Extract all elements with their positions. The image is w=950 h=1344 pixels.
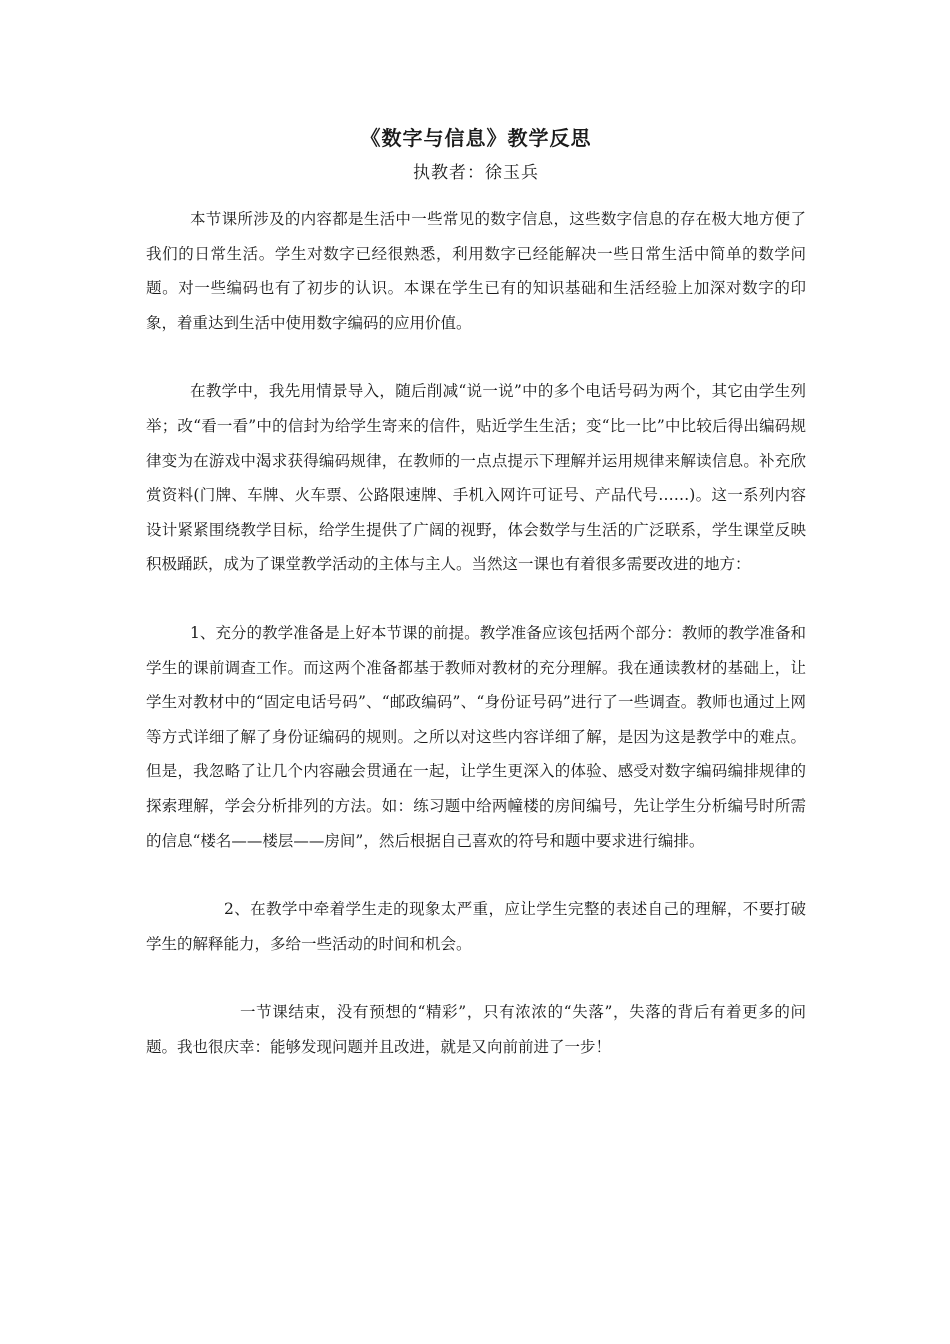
paragraph-conclusion: 一节课结束，没有预想的“精彩”，只有浓浓的“失落”，失落的背后有着更多的问题。我也很庆幸：能够发现问题并且改进，就是又向前前进了一步！ (146, 1003, 806, 1056)
paragraph-teaching-process: 在教学中，我先用情景导入，随后削减“说一说”中的多个电话号码为两个，其它由学生列举；改“看一看”中的信封为给学生寄来的信件，贴近学生生活；变“比一比”中比较后得出编码规律变为在游戏中渴求获得编码规律，在教师的一点点提示下理解并运用规律来解读信息。补充欣赏资料(门牌、车牌、火车票、公路限速牌、手机入网许可证号、产品代号……)。这一系列内容设计紧紧围绕教学目标，给学生提供了广阔的视野，体会数学与生活的广泛联系，学生课堂反映积极踊跃，成为了课堂教学活动的主体与主人。当然这一课也有着很多需要改进的地方： (146, 382, 806, 574)
paragraph-improvement-2: 2、在教学中牵着学生走的现象太严重，应让学生完整的表述自己的理解，不要打破学生的解释能力，多给一些活动的时间和机会。 (146, 900, 806, 953)
paragraph-improvement-1: 1、充分的教学准备是上好本节课的前提。教学准备应该包括两个部分：教师的教学准备和学生的课前调查工作。而这两个准备都基于教师对教材的充分理解。我在通读教材的基础上，让学生对教材中的“固定电话号码”、“邮政编码”、“身份证号码”进行了一些调查。教师也通过上网等方式详细了解了身份证编码的规则。之所以对这些内容详细了解，是因为这是教学中的难点。但是，我忽略了让几个内容融会贯通在一起，让学生更深入的体验、感受对数字编码编排规律的探索理解，学会分析排列的方法。如：练习题中给两幢楼的房间编号，先让学生分析编号时所需的信息“楼名——楼层——房间”，然后根据自己喜欢的符号和题中要求进行编排。 (146, 623, 806, 850)
document-page (146, 118, 806, 1098)
document-title: 《数字与信息》教学反思 (360, 126, 592, 150)
author-line: 执教者：徐玉兵 (413, 163, 539, 183)
paragraph-intro: 本节课所涉及的内容都是生活中一些常见的数字信息，这些数字信息的存在极大地方便了我们的日常生活。学生对数字已经很熟悉，利用数字已经能解决一些日常生活中简单的数学问题。对一些编码也有了初步的认识。本课在学生已有的知识基础和生活经验上加深对数字的印象，着重达到生活中使用数字编码的应用价值。 (146, 210, 806, 332)
